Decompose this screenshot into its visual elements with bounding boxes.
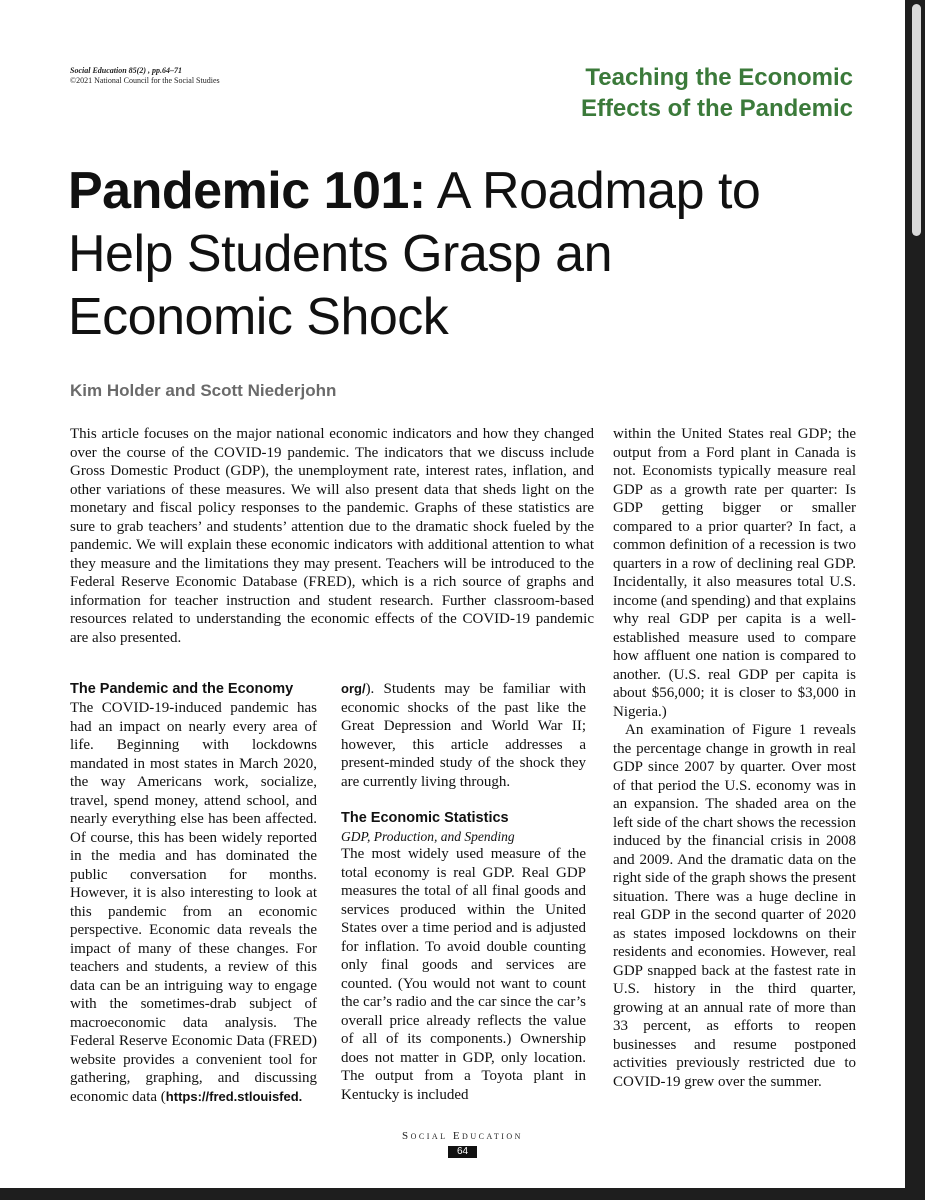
section-1-paragraph [70, 699, 317, 1106]
journal-citation [70, 66, 220, 86]
article-abstract [70, 425, 594, 647]
column-1 [70, 680, 317, 1106]
column-3 [613, 425, 856, 1091]
subsection-heading-gdp: GDP, Production, and Spending [341, 829, 515, 844]
copyright-notice: ©2021 National Council for the Social Studies [70, 76, 220, 85]
column-2 [341, 680, 586, 1104]
section-2-body: The most widely used measure of the total economy is real GDP. Real GDP measures the total of all final goods and services produced within the United States over a time period and is adjusted for inflation. To avoid double counting only final goods and services are counted. (You would not want to count the car’s radio and the car since the car’s overall price already reflects the value of all of its components.) Ownership does not matter in GDP, only location. The output from a Toyota plant in Kentucky is included [341, 846, 586, 1103]
figure-1-discussion: An examination of Figure 1 reveals the percentage change in growth in real GDP since 2007 by quarter. Over most of that period the U.S. economy was in an expansion. The shaded area on the left side of the chart shows the recession induced by the financial crisis in 2008 and 2009. And the dramatic data on the right side of the graph shows the present situation. There was a huge decline in real GDP in the second quarter of 2020 as states imposed lockdowns on their residents and economies. However, real GDP snapped back at the fastest rate in U.S. history in the third quarter, growing at an annual rate of more than 33 percent, as efforts to reopen businesses and resume postponed activities previously restricted due to COVID-19 grew over the summer. [613, 722, 856, 1090]
section-2-continued: within the United States real GDP; the output from a Ford plant in Canada is not. Economists typically measure real GDP as a growth rate per quarter: Is GDP getting bigger or smaller compared to a prior quarter? In fact, a common definition of a recession is two quarters in a row of declining real GDP. Incidentally, it also measures total U.S. income (and spending) and that explains why real GDP per capita is a well-established measure used to compare how affluent one nation is compared to another. (U.S. real GDP per capita is about $56,000; it is closer to $3,000 in Nigeria.) [613, 426, 856, 720]
scrollbar-thumb[interactable] [912, 4, 921, 236]
abstract-text: This article focuses on the major national economic indicators and how they changed over the course of the COVID-19 pandemic. The indicators that we discuss include Gross Domestic Product (GDP), the unemployment rate, interest rates, inflation, and other variations of these measures. We will also present data that sheds light on the monetary and fiscal policy responses to the pandemic. Graphs of these statistics are sure to grab teachers’ and students’ attention due to the dramatic shock fueled by the pandemic. We will explain these economic indicators with additional attention to what they measure and the limitations they may present. Teachers will be introduced to the Federal Reserve Economic Database (FRED), which is a rich source of graphs and information for teacher instruction and student research. Further classroom-based resources related to understanding the economic effects of the COVID-19 pandemic are also presented. [70, 426, 594, 646]
fred-link-continued[interactable]: org/ [341, 681, 366, 696]
section-1-continued-paragraph [341, 680, 586, 791]
article-title-rest: A Roadmap to Help Students Grasp an Economic Shock [68, 162, 761, 346]
article-title [68, 160, 848, 349]
journal-reference: Social Education 85(2) , pp.64–71 [70, 66, 183, 75]
section-1-body: The COVID-19-induced pandemic has had an impact on nearly every area of life. Beginning with lockdowns mandated in most states in March 2020, the way Americans work, socialize, travel, spend money, attend school, and nearly everything else has been affected. Of course, this has been widely reported in the media and has dominated the public conversation for months. However, it is also interesting to look at this pandemic from an economic perspective. Economic data reveals the impact of many of these changes. For teachers and students, a review of this data can be an intriguing way to engage with the sometimes-drab subject of macroeconomic data analysis. The Federal Reserve Economic Data (FRED) website provides a convenient tool for gathering, graphing, and discussing economic data ( [70, 700, 317, 1105]
footer-publication-name: Social Education [402, 1130, 523, 1142]
fred-link[interactable]: https://fred.stlouisfed. [165, 1088, 303, 1104]
article-authors: Kim Holder and Scott Niederjohn [70, 381, 337, 400]
page-number: 64 [448, 1146, 477, 1158]
series-heading-line2: Effects of the Pandemic [580, 95, 853, 122]
section-heading-economic-statistics: The Economic Statistics [341, 810, 509, 826]
section-1-continued: ). Students may be familiar with economic shocks of the past like the Great Depression and World War II; however, this article addresses a present-minded study of the shock they are currently living through. [341, 681, 586, 790]
section-heading-pandemic-economy: The Pandemic and the Economy [70, 681, 294, 697]
series-heading [523, 62, 853, 124]
series-heading-line1: Teaching the Economic [585, 64, 853, 91]
article-title-bold: Pandemic 101: [68, 162, 426, 220]
